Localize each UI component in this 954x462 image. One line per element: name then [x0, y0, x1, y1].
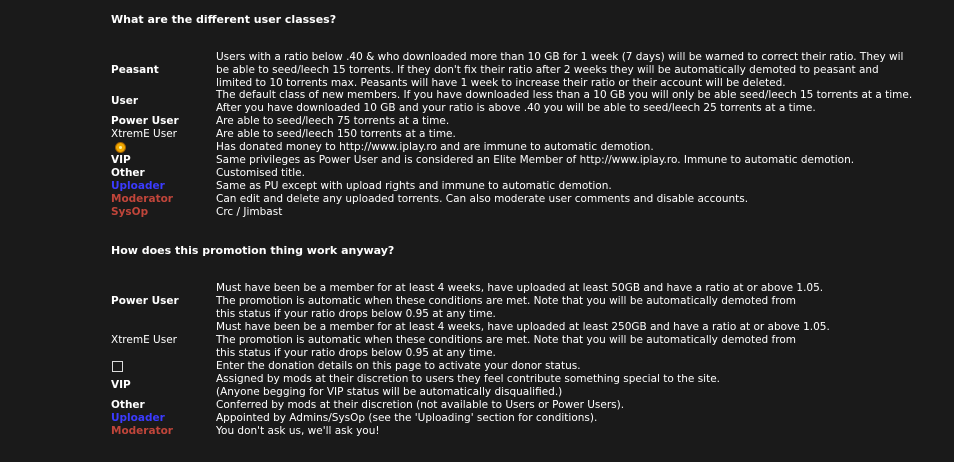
class-label-power-user: Power User	[111, 115, 179, 127]
class-desc-peasant	[216, 51, 904, 90]
desc-line: Can edit and delete any uploaded torrents. Can also moderate user comments and disable accounts.	[216, 193, 749, 205]
desc-line: Must have been be a member for at least 4 weeks, have uploaded at least 250GB and have a ratio at or above 1.05.	[216, 321, 830, 333]
promo-label-vip: VIP	[111, 379, 131, 391]
desc-line: be able to seed/leech 15 torrents. If they don't fix their ratio after 2 weeks they will be automatically demoted to peasant and	[216, 64, 879, 76]
class-desc-moderator	[216, 193, 856, 206]
desc-line: Assigned by mods at their discretion to users they feel contribute something special to the site.	[216, 373, 721, 385]
promo-desc-uploader	[216, 412, 856, 425]
desc-line: Are able to seed/leech 150 torrents at a time.	[216, 128, 456, 140]
desc-line: Are able to seed/leech 75 torrents at a time.	[216, 115, 450, 127]
class-label-peasant: Peasant	[111, 64, 159, 76]
promo-desc-power-user	[216, 282, 856, 321]
desc-line: The default class of new members. If you have downloaded less than a 10 GB you will only be able seed/leech 15 torrents at a time.	[216, 89, 913, 101]
desc-line: You don't ask us, we'll ask you!	[216, 425, 380, 437]
class-label-vip: VIP	[111, 154, 131, 166]
promo-label-uploader: Uploader	[111, 412, 165, 424]
desc-line: Must have been be a member for at least 4 weeks, have uploaded at least 50GB and have a ratio at or above 1.05.	[216, 282, 824, 294]
class-desc-power-user	[216, 115, 856, 128]
desc-line: After you have downloaded 10 GB and your ratio is above .40 you will be able to seed/leech 25 torrents at a time.	[216, 102, 816, 114]
class-desc-other	[216, 167, 856, 180]
desc-line: The promotion is automatic when these conditions are met. Note that you will be automatically demoted from	[216, 295, 796, 307]
section-title-user-classes: What are the different user classes?	[111, 13, 337, 26]
desc-line: Users with a ratio below .40 & who downloaded more than 10 GB for 1 week (7 days) will be warned to correct their ratio. They wil	[216, 51, 904, 63]
desc-line: this status if your ratio drops below 0.95 at any time.	[216, 308, 496, 320]
promo-desc-donor	[216, 360, 856, 373]
class-label-xtreme-user: XtremE User	[111, 128, 177, 140]
desc-line: limited to 10 torrents max. Peasants will have 1 week to increase their ratio or their account will be deleted.	[216, 77, 786, 89]
desc-line: Crc / Jimbast	[216, 206, 283, 218]
class-desc-sysop	[216, 206, 856, 219]
promo-desc-vip	[216, 373, 856, 399]
class-label-moderator: Moderator	[111, 193, 173, 205]
class-label-uploader: Uploader	[111, 180, 165, 192]
promo-label-donor	[112, 360, 212, 375]
section-title-promotion: How does this promotion thing work anyway?	[111, 244, 395, 257]
promo-label-power-user: Power User	[111, 295, 179, 307]
donor-star-icon	[115, 142, 126, 153]
promo-label-other: Other	[111, 399, 145, 411]
class-label-other: Other	[111, 167, 145, 179]
desc-line: Same as PU except with upload rights and immune to automatic demotion.	[216, 180, 612, 192]
promo-label-moderator: Moderator	[111, 425, 173, 437]
class-desc-user	[216, 89, 913, 115]
desc-line: Customised title.	[216, 167, 305, 179]
promo-desc-moderator	[216, 425, 856, 438]
desc-line: Has donated money to http://www.iplay.ro and are immune to automatic demotion.	[216, 141, 654, 153]
class-desc-xtreme-user	[216, 128, 856, 141]
class-label-sysop: SysOp	[111, 206, 149, 218]
desc-line: Same privileges as Power User and is considered an Elite Member of http://www.iplay.ro. Immune to automatic demotion.	[216, 154, 855, 166]
desc-line: this status if your ratio drops below 0.95 at any time.	[216, 347, 496, 359]
promo-desc-xtreme-user	[216, 321, 856, 360]
promo-desc-other	[216, 399, 856, 412]
promo-label-xtreme-user: XtremE User	[111, 334, 177, 346]
desc-line: The promotion is automatic when these conditions are met. Note that you will be automatically demoted from	[216, 334, 796, 346]
desc-line: Conferred by mods at their discretion (not available to Users or Power Users).	[216, 399, 625, 411]
class-desc-uploader	[216, 180, 856, 193]
desc-line: Appointed by Admins/SysOp (see the 'Uploading' section for conditions).	[216, 412, 598, 424]
broken-image-icon	[112, 361, 123, 372]
class-label-user: User	[111, 95, 139, 107]
desc-line: Enter the donation details on this page to activate your donor status.	[216, 360, 581, 372]
class-desc-donor	[216, 141, 856, 154]
desc-line: (Anyone begging for VIP status will be automatically disqualified.)	[216, 386, 563, 398]
class-desc-vip	[216, 154, 856, 167]
